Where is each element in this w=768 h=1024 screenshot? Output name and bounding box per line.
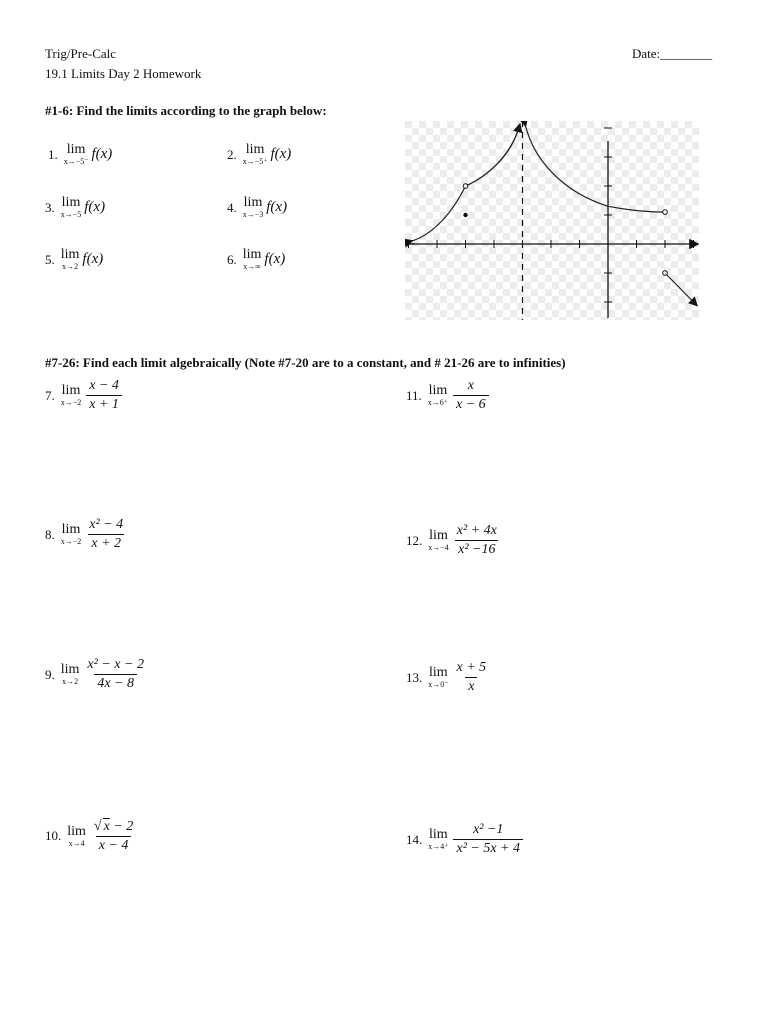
closed-point (463, 213, 467, 217)
problem-8: 8. lim x→−2 $\frac{\text{x² − 4}}{x + 2}$ (45, 517, 126, 552)
fraction: $\frac{\text{x² − 4}}{x + 2}$ (89, 517, 124, 552)
fraction: $\frac{\text{x² − x − 2}}{4x - 8}$ (87, 657, 144, 692)
graph-background (405, 121, 699, 320)
fraction: $\frac{√ x - 2}{x - 4}$ (93, 819, 134, 854)
problem-14: 14. lim x→4⁺ $\frac{\text{x² −1}}{\text{x² − 5x + 4}}$ (406, 822, 523, 857)
limit-operator: lim x→∞ (242, 247, 262, 271)
limit-operator: lim x→2 (60, 662, 80, 687)
limit-operator: lim x→0⁻ (428, 665, 449, 690)
problem-6: 6. lim x→∞ f(x) (227, 247, 286, 271)
limit-operator: lim x→6⁺ (427, 383, 449, 408)
problem-5: 5. lim x→2 f(x) (45, 247, 104, 271)
open-point (663, 271, 668, 276)
homework-title: 19.1 Limits Day 2 Homework (45, 66, 202, 81)
limit-operator: lim x→−5⁺ (242, 142, 268, 166)
date-field: Date:________ (632, 46, 713, 61)
problem-13: 13. lim x→0⁻ $\frac{x + 5}{x}$ (406, 660, 489, 695)
limit-operator: lim x→4⁺ (428, 827, 449, 852)
problem-12: 12. lim x→−4 $\frac{\text{x² + 4x}}{\text{x² −16}}$ (406, 523, 500, 558)
fraction: $\frac{\text{x² + 4x}}{\text{x² −16}}$ (456, 523, 497, 558)
limit-operator: lim x→−2 (60, 522, 82, 547)
section1-instruction: #1-6: Find the limits according to the graph below: (45, 103, 327, 118)
fraction: $\frac{x}{x - 6}$ (453, 378, 489, 413)
open-point (463, 184, 468, 189)
fraction: $\frac{\text{x² −1}}{\text{x² − 5x + 4}}$ (453, 822, 523, 857)
fraction: $\frac{x - 4}{x + 1}$ (86, 378, 122, 413)
limit-operator: lim x→−3 (242, 195, 264, 219)
problem-1: 1. lim x→−5⁻ f(x) (48, 142, 113, 166)
limit-operator: lim x→−5⁻ (63, 142, 89, 166)
limit-operator: lim x→−2 (60, 383, 82, 408)
limit-operator: lim x→−5 (60, 195, 82, 219)
limit-operator: lim x→4 (67, 823, 86, 848)
limit-operator: lim x→−4 (428, 528, 449, 553)
problem-3: 3. lim x→−5 f(x) (45, 195, 106, 219)
problem-9: 9. lim x→2 $\frac{\text{x² − x − 2}}{4x - 8}$ (45, 657, 147, 692)
problem-7: 7. lim x→−2 $\frac{x - 4}{x + 1}$ (45, 378, 122, 413)
problem-4: 4. lim x→−3 f(x) (227, 195, 288, 219)
problem-2: 2. lim x→−5⁺ f(x) (227, 142, 292, 166)
course-name: Trig/Pre-Calc (45, 46, 117, 61)
function-graph (405, 121, 699, 320)
problem-11: 11. lim x→6⁺ $\frac{x}{x - 6}$ (406, 378, 489, 413)
section2-instruction: #7-26: Find each limit algebraically (Note #7-20 are to a constant, and # 21-26 are to infinities) (45, 355, 566, 370)
open-point (663, 210, 668, 215)
limit-operator: lim x→2 (60, 247, 80, 271)
problem-10: 10. lim x→4 $\frac{√ x - 2}{x - 4}$ (45, 818, 136, 854)
fraction: $\frac{x + 5}{x}$ (456, 660, 487, 695)
